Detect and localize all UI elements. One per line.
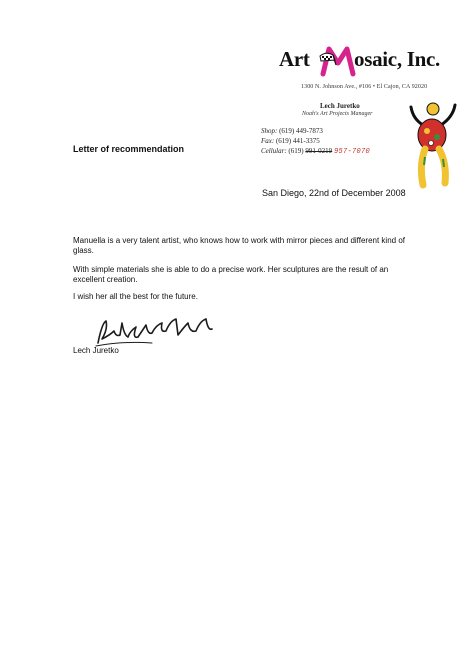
phone-row-shop — [261, 126, 370, 136]
phone-row-fax — [261, 136, 370, 146]
phone-value: (619) 449-7873 — [279, 127, 323, 135]
phone-label: Shop: — [261, 127, 278, 135]
handwritten-phone-number: 957-7070 — [333, 148, 370, 156]
signer-name: Lech Juretko — [73, 346, 119, 355]
letter-paragraph: I wish her all the best for the future. — [73, 292, 198, 301]
phone-label: Fax: — [261, 137, 275, 145]
company-name-right: osaic, Inc. — [354, 47, 440, 71]
contact-title: Noah's Art Projects Manager — [302, 111, 373, 117]
company-address: 1300 N. Johnson Ave., #106 • El Cajon, CA 92020 — [301, 84, 428, 90]
company-name-left: Art — [279, 47, 310, 71]
company-logo — [275, 40, 450, 80]
handwritten-signature-icon — [92, 313, 217, 349]
phone-label: Cellular: — [261, 147, 287, 155]
phone-value: (619) 441-3375 — [275, 137, 320, 145]
mosaic-m-icon — [319, 43, 357, 77]
phone-value-prefix: (619) — [288, 147, 306, 155]
letter-date: San Diego, 22nd of December 2008 — [262, 188, 406, 198]
phone-row-cellular — [261, 146, 370, 157]
phone-list — [261, 126, 370, 157]
letterhead — [261, 40, 465, 170]
letter-paragraph: Manuella is a very talent artist, who knows how to work with mirror pieces and different kind of glass. — [73, 236, 405, 255]
contact-name: Lech Juretko — [320, 102, 360, 110]
letter-paragraph: With simple materials she is able to do a precise work. Her sculptures are the result of an excellent creation. — [73, 265, 389, 284]
letter-title: Letter of recommendation — [73, 144, 185, 154]
struck-phone-number: 991-0219 — [305, 147, 333, 155]
dancing-figure-icon — [405, 95, 461, 190]
